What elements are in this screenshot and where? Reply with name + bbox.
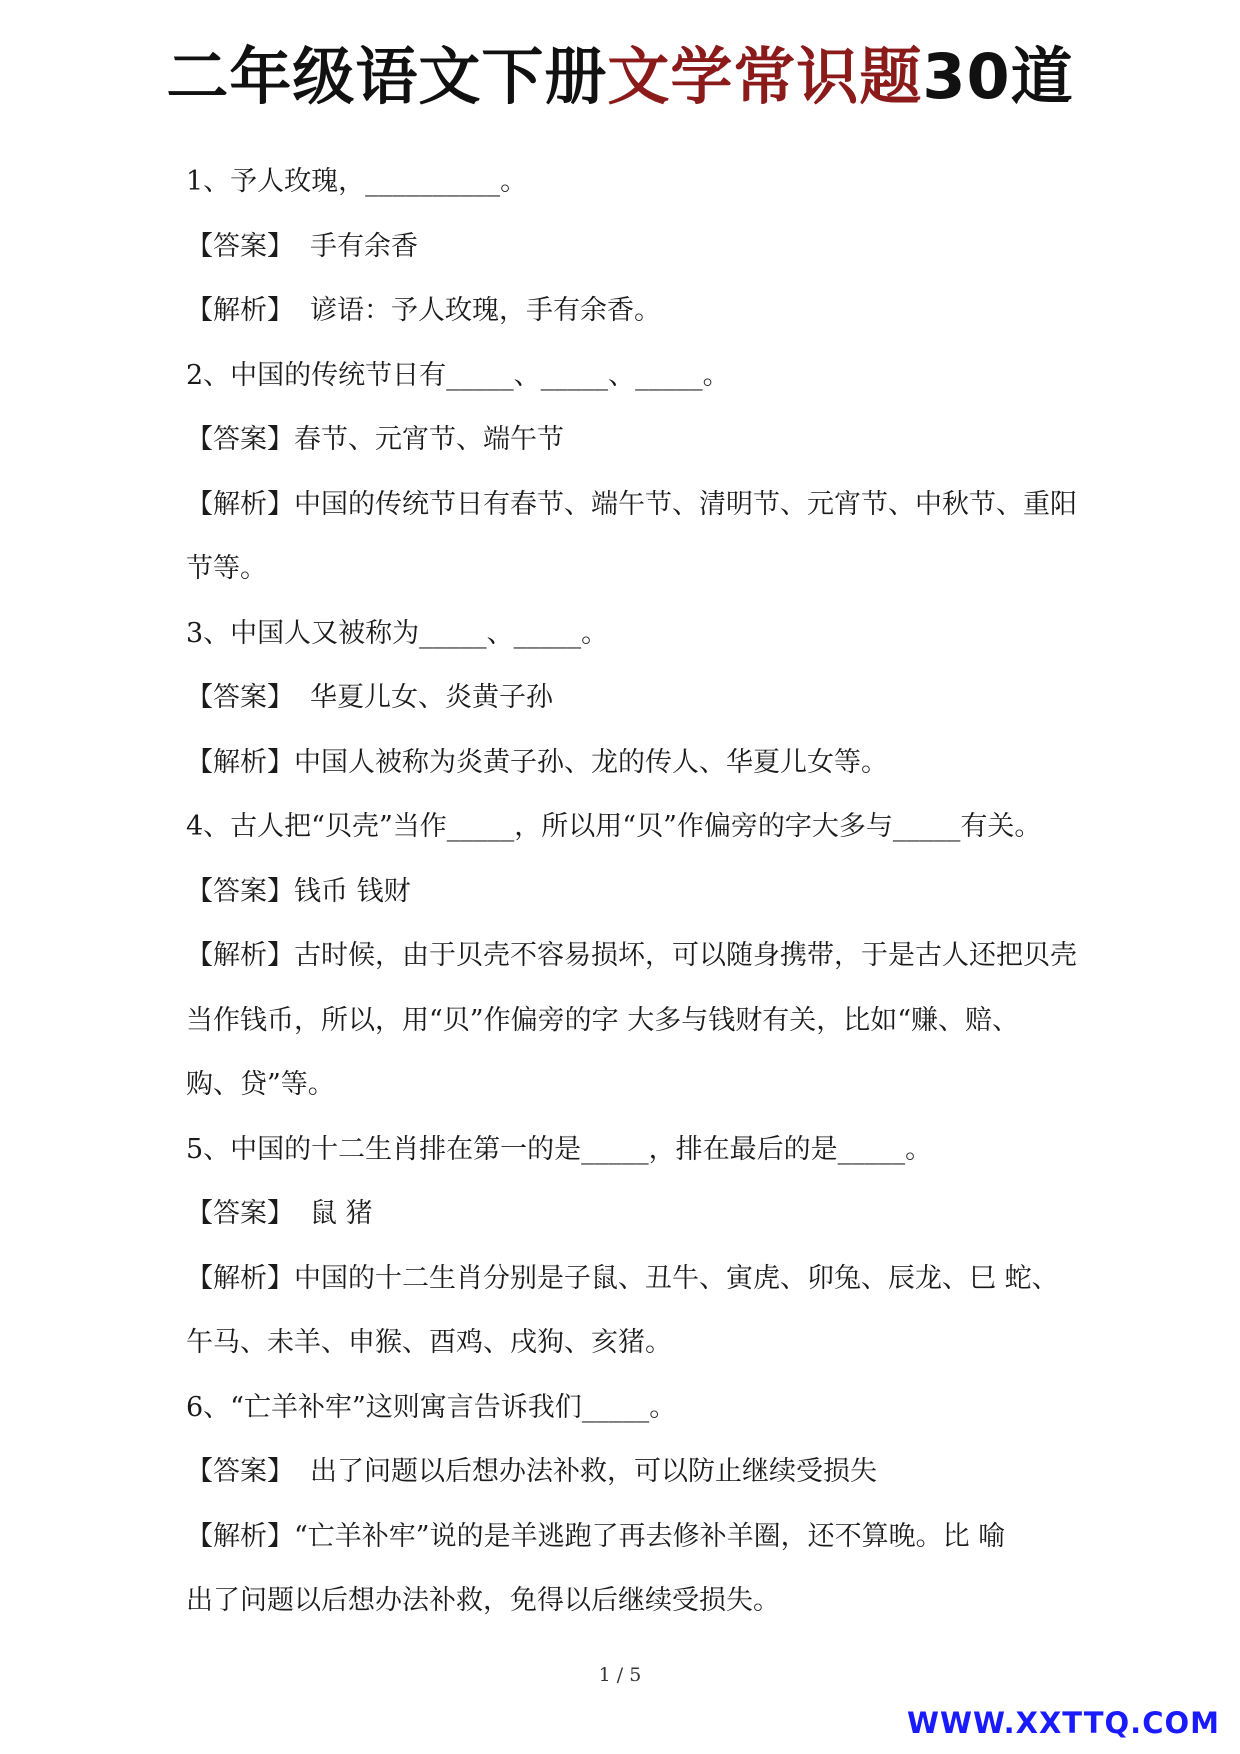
line-text: 中国的十二生肖分别是子鼠、丑牛、寅虎、卯兔、辰龙、巳 蛇、 (294, 1262, 1059, 1294)
question-line (186, 602, 1146, 667)
line-text: 1、予人玫瑰，__________。 (186, 166, 528, 197)
question-line (186, 150, 1146, 215)
answer-tag: 【答案】 (186, 1456, 294, 1487)
line-text: 当作钱币，所以，用“贝”作偏旁的字 大多与钱财有关，比如“赚、赔、 (186, 1004, 1019, 1036)
analysis-line (186, 731, 1146, 796)
line-text: 鼠 猪 (310, 1198, 373, 1229)
analysis-tag: 【解析】 (186, 295, 294, 326)
analysis-line (186, 279, 1146, 344)
answer-tag: 【答案】 (186, 230, 294, 262)
line-text: 午马、未羊、申猴、酉鸡、戌狗、亥猪。 (186, 1327, 672, 1358)
answer-line (186, 408, 1146, 473)
line-text: 谚语：予人玫瑰，手有余香。 (310, 295, 661, 326)
line-text: 3、中国人又被称为_____、_____。 (186, 617, 609, 649)
analysis-tag: 【解析】 (186, 746, 294, 778)
site-watermark: WWW.XXTTQ.COM (906, 1706, 1220, 1740)
line-text: 2、中国的传统节日有_____、_____、_____。 (186, 359, 730, 391)
title-part-3: 30道 (922, 40, 1074, 113)
line-text: 6、“亡羊补牢”这则寓言告诉我们_____。 (186, 1391, 677, 1423)
answer-tag: 【答案】 (186, 1198, 294, 1229)
analysis-tag: 【解析】 (186, 488, 294, 520)
line-text: 春节、元宵节、端午节 (294, 424, 564, 455)
line-text: 钱币 钱财 (294, 875, 411, 907)
question-list (186, 150, 1146, 1634)
answer-line (186, 215, 1146, 280)
question-line (186, 537, 1146, 602)
line-text: 5、中国的十二生肖排在第一的是_____，排在最后的是_____。 (186, 1133, 933, 1165)
page-number: 1 / 5 (598, 1664, 642, 1686)
answer-tag: 【答案】 (186, 875, 294, 907)
question-line (186, 344, 1146, 409)
line-text: 购、贷”等。 (186, 1069, 335, 1100)
question-line (186, 989, 1146, 1054)
line-text: 4、古人把“贝壳”当作_____，所以用“贝”作偏旁的字大多与_____有关。 (186, 811, 1042, 842)
question-line (186, 1053, 1146, 1118)
analysis-line (186, 473, 1146, 538)
question-line (186, 795, 1146, 860)
answer-tag: 【答案】 (186, 424, 294, 455)
title-part-2-highlight: 文学常识题 (607, 40, 923, 113)
title-part-1: 二年级语文下册 (166, 40, 608, 113)
line-text: 手有余香 (310, 230, 418, 262)
line-text: “亡羊补牢”说的是羊逃跑了再去修补羊圈，还不算晚。比 喻 (294, 1520, 1006, 1552)
line-text: 出了问题以后想办法补救，免得以后继续受损失。 (186, 1585, 780, 1616)
answer-line (186, 860, 1146, 925)
answer-tag: 【答案】 (186, 682, 294, 713)
page-title (0, 32, 1240, 122)
question-line (186, 1311, 1146, 1376)
analysis-line (186, 1505, 1146, 1570)
analysis-tag: 【解析】 (186, 1520, 294, 1552)
line-text: 华夏儿女、炎黄子孙 (310, 682, 553, 713)
question-line (186, 1118, 1146, 1183)
analysis-tag: 【解析】 (186, 940, 294, 971)
answer-line (186, 1182, 1146, 1247)
analysis-tag: 【解析】 (186, 1262, 294, 1294)
answer-line (186, 1440, 1146, 1505)
line-text: 节等。 (186, 553, 267, 584)
analysis-line (186, 924, 1146, 989)
analysis-line (186, 1247, 1146, 1312)
line-text: 出了问题以后想办法补救，可以防止继续受损失 (310, 1456, 877, 1487)
line-text: 古时候，由于贝壳不容易损坏，可以随身携带，于是古人还把贝壳 (294, 940, 1077, 971)
question-line (186, 1569, 1146, 1634)
line-text: 中国的传统节日有春节、端午节、清明节、元宵节、中秋节、重阳 (294, 488, 1077, 520)
question-line (186, 1376, 1146, 1441)
line-text: 中国人被称为炎黄子孙、龙的传人、华夏儿女等。 (294, 746, 888, 778)
answer-line (186, 666, 1146, 731)
